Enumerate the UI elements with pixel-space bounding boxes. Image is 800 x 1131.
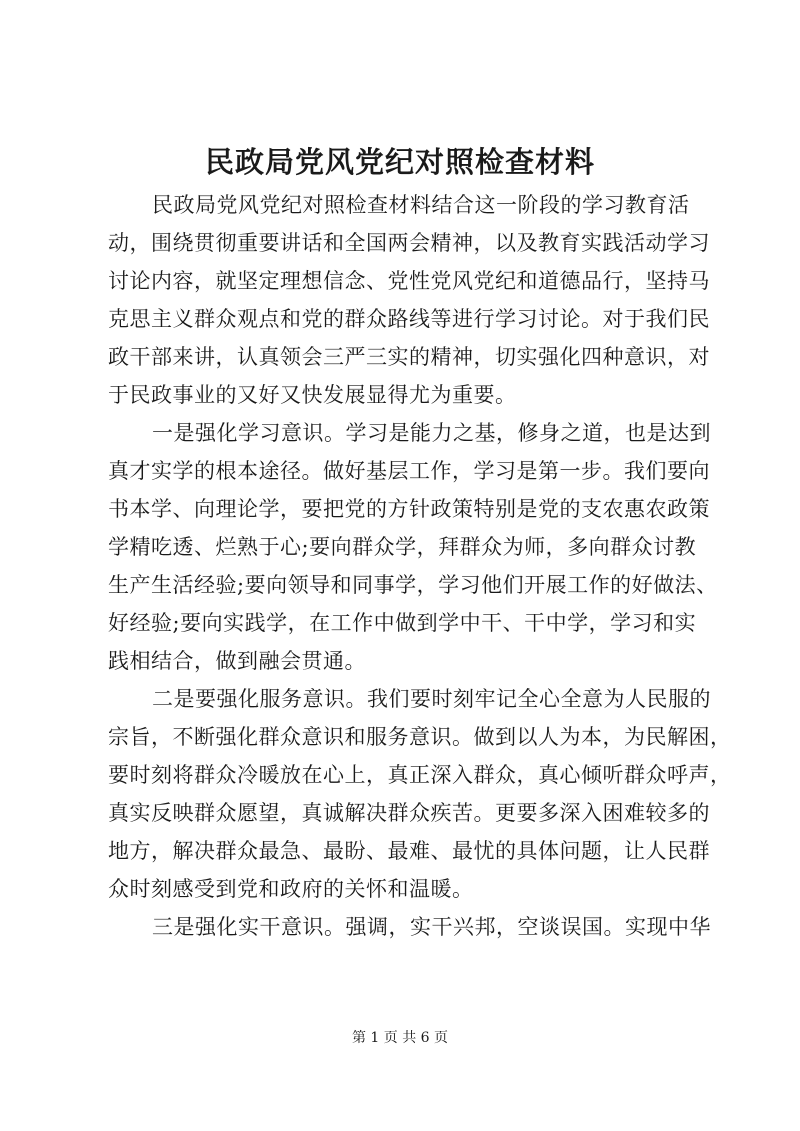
paragraph-service-awareness xyxy=(108,680,732,908)
paragraph-line: 真实反映群众愿望，真诚解决群众疾苦。更要多深入困难较多的 xyxy=(108,801,710,825)
paragraph-line: 践相结合，做到融会贯通。 xyxy=(108,649,366,673)
paragraph-line: 动，围绕贯彻重要讲话和全国两会精神，以及教育实践活动学习 xyxy=(108,231,710,255)
document-body xyxy=(108,186,732,946)
paragraph-line: 一是强化学习意识。学习是能力之基，修身之道，也是达到 xyxy=(152,421,711,445)
paragraph-line: 政干部来讲，认真领会三严三实的精神，切实强化四种意识，对 xyxy=(108,345,710,369)
paragraph-line: 要时刻将群众冷暖放在心上，真正深入群众，真心倾听群众呼声， xyxy=(108,763,732,787)
paragraph-line: 地方，解决群众最急、最盼、最难、最忧的具体问题，让人民群 xyxy=(108,839,710,863)
paragraph-line: 学精吃透、烂熟于心;要向群众学，拜群众为师，多向群众讨教 xyxy=(108,535,697,559)
paragraph-intro xyxy=(108,186,710,414)
paragraph-practical-awareness xyxy=(108,908,711,946)
paragraph-line: 生产生活经验;要向领导和同事学，学习他们开展工作的好做法、 xyxy=(108,573,718,597)
paragraph-line: 讨论内容，就坚定理想信念、党性党风党纪和道德品行，坚持马 xyxy=(108,269,710,293)
paragraph-line: 三是强化实干意识。强调，实干兴邦，空谈误国。实现中华 xyxy=(152,915,711,939)
paragraph-line: 书本学、向理论学，要把党的方针政策特别是党的支农惠农政策 xyxy=(108,497,710,521)
page-footer: 第 1 页 共 6 页 xyxy=(351,1030,449,1046)
paragraph-line: 于民政事业的又好又快发展显得尤为重要。 xyxy=(108,383,517,407)
paragraph-line: 宗旨，不断强化群众意识和服务意识。做到以人为本，为民解困， xyxy=(108,725,732,749)
paragraph-line: 好经验;要向实践学，在工作中做到学中干、干中学，学习和实 xyxy=(108,611,697,635)
paragraph-study-awareness xyxy=(108,414,718,680)
paragraph-line: 众时刻感受到党和政府的关怀和温暖。 xyxy=(108,877,474,901)
paragraph-line: 民政局党风党纪对照检查材料结合这一阶段的学习教育活 xyxy=(152,193,690,217)
paragraph-line: 克思主义群众观点和党的群众路线等进行学习讨论。对于我们民 xyxy=(108,307,710,331)
paragraph-line: 真才实学的根本途径。做好基层工作，学习是第一步。我们要向 xyxy=(108,459,710,483)
document-title: 民政局党风党纪对照检查材料 xyxy=(204,145,595,179)
paragraph-line: 二是要强化服务意识。我们要时刻牢记全心全意为人民服的 xyxy=(152,687,711,711)
